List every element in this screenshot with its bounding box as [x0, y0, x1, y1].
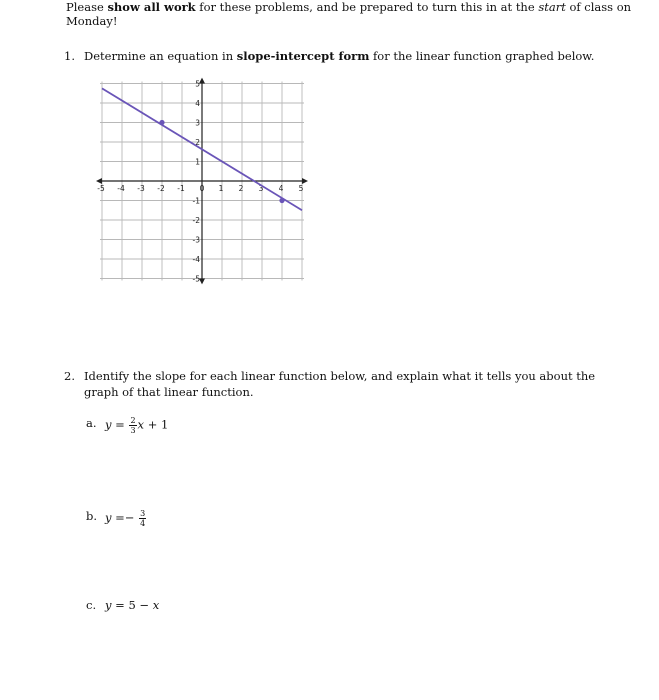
part-b-fraction [139, 509, 146, 528]
instructions-header [66, 0, 656, 28]
y-tick-label: -5 [192, 274, 200, 284]
question-1-text [84, 48, 629, 64]
part-c-equation [105, 598, 159, 612]
x-tick-label: 3 [258, 184, 264, 193]
question-1-number: 1. [64, 49, 75, 63]
part-b-letter: b. [86, 509, 98, 523]
header-text-1: Please [66, 0, 108, 14]
y-tick-label: -3 [192, 235, 200, 245]
part-a-rest: + 1 [144, 417, 169, 432]
y-tick-label: -4 [192, 255, 200, 264]
part-a-lhs: y [105, 417, 112, 432]
question-2-number: 2. [64, 369, 75, 383]
y-tick-label: -1 [192, 196, 200, 206]
question-1-text-after: for the linear function graphed below. [369, 49, 595, 63]
x-tick-label: 4 [278, 184, 284, 193]
x-tick-label: 1 [218, 184, 224, 193]
y-tick-label: 2 [195, 138, 200, 147]
x-tick-label: -5 [97, 184, 105, 193]
graph-point [279, 198, 284, 203]
part-c-var: x [152, 598, 160, 612]
question-1-text-before: Determine an equation in [84, 49, 237, 63]
part-b-frac-denominator: 4 [140, 519, 146, 528]
part-b-lhs: y [105, 510, 112, 525]
y-tick-label: 1 [195, 157, 200, 167]
graph-point [159, 120, 164, 125]
header-italic-text: start [538, 0, 566, 14]
part-a-frac-numerator: 2 [130, 416, 136, 425]
part-c-lhs: y [105, 598, 112, 612]
header-bold-text: show all work [107, 0, 196, 14]
x-tick-label: -3 [137, 184, 145, 193]
x-tick-label: -4 [117, 184, 125, 193]
part-c-eq: = 5 − [111, 598, 153, 612]
x-tick-label: 0 [199, 184, 205, 193]
part-a-var: x [137, 417, 145, 432]
part-b-frac-numerator: 3 [140, 509, 146, 518]
coordinate-graph [97, 75, 310, 284]
y-tick-label: 3 [195, 118, 200, 128]
header-text-3: of class on Monday! [66, 0, 632, 28]
part-a-equation [105, 416, 168, 435]
part-a-fraction [129, 416, 136, 435]
y-tick-label: 4 [195, 99, 200, 108]
question-1-bold: slope-intercept form [236, 49, 370, 63]
part-b-equation [105, 509, 147, 528]
part-a-letter: a. [86, 416, 97, 430]
graph-axes [96, 78, 308, 285]
part-b-eq: =− [111, 510, 139, 525]
header-text-2: for these problems, and be prepared to turn this in at the [195, 0, 539, 14]
part-a-frac-denominator: 3 [130, 426, 136, 435]
question-2-text: Identify the slope for each linear function below, and explain what it tells you about the graph of that linear function. [84, 369, 596, 399]
part-c-letter: c. [86, 598, 97, 612]
x-tick-label: 5 [298, 184, 304, 193]
x-tick-label: 2 [238, 184, 244, 193]
y-tick-label: -2 [192, 216, 200, 225]
y-tick-label: 5 [195, 79, 200, 89]
part-a-eq: = [111, 417, 129, 432]
x-tick-label: -2 [157, 184, 165, 193]
x-tick-label: -1 [177, 184, 185, 193]
